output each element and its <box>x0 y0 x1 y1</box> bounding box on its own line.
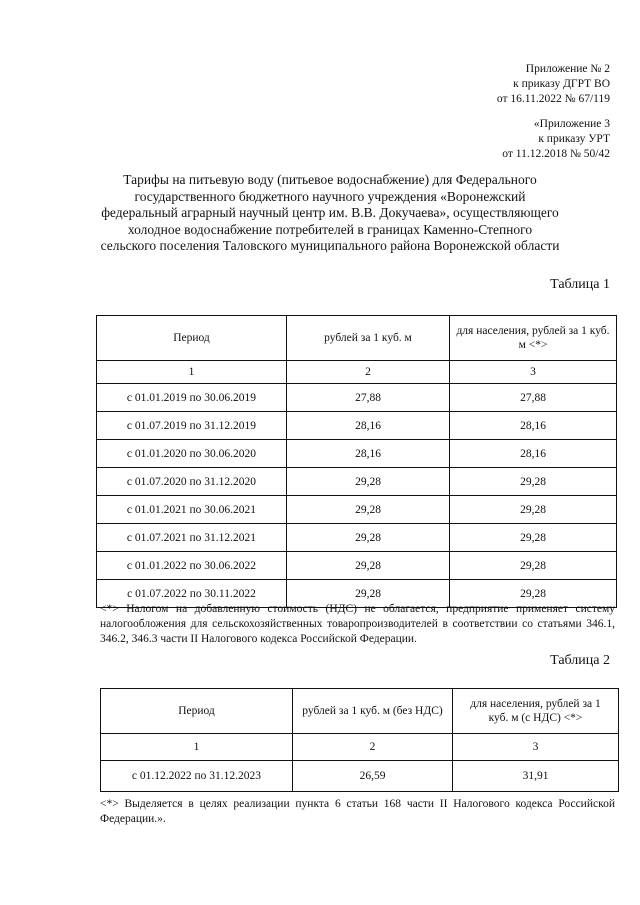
title-line: федеральный аграрный научный центр им. В.В. Докучаева», осуществляющего <box>101 205 559 220</box>
appendix-line: от 16.11.2022 № 67/119 <box>496 93 610 105</box>
period-cell: с 01.07.2021 по 31.12.2021 <box>97 524 287 552</box>
table1-caption: Таблица 1 <box>550 277 610 292</box>
period-cell: с 01.01.2020 по 30.06.2020 <box>97 440 287 468</box>
table-row <box>97 468 617 496</box>
table-row <box>97 412 617 440</box>
column-number: 3 <box>450 361 617 384</box>
population-rate-cell: 31,91 <box>453 761 619 792</box>
period-cell: с 01.12.2022 по 31.12.2023 <box>101 761 293 792</box>
rate-cell: 28,16 <box>287 412 450 440</box>
rate-cell: 26,59 <box>293 761 453 792</box>
rate-cell: 29,28 <box>287 496 450 524</box>
population-rate-cell: 27,88 <box>450 384 617 412</box>
appendix-line: Приложение № 2 <box>525 63 610 75</box>
population-rate-cell: 28,16 <box>450 412 617 440</box>
column-number: 2 <box>293 734 453 761</box>
appendix-line: от 11.12.2018 № 50/42 <box>502 148 610 160</box>
appendix-line: к приказу ДГРТ ВО <box>513 78 610 90</box>
population-rate-cell: 29,28 <box>450 468 617 496</box>
header-cell-population-rate: для населения, рублей за 1 куб. м <*> <box>450 316 617 361</box>
population-rate-cell: 29,28 <box>450 552 617 580</box>
appendix-line: «Приложение 3 <box>533 118 610 130</box>
period-cell: с 01.07.2020 по 31.12.2020 <box>97 468 287 496</box>
column-number-row <box>101 734 619 761</box>
table-row <box>97 440 617 468</box>
title-line: государственного бюджетного научного учреждения «Воронежский <box>134 188 526 204</box>
title-line: Тарифы на питьевую воду (питьевое водоснабжение) для Федерального <box>123 172 537 187</box>
population-rate-cell: 28,16 <box>450 440 617 468</box>
footnote-vat-allocation: <*> Выделяется в целях реализации пункта 6 статьи 168 части II Налогового кодекса Российской Федерации.». <box>100 798 615 825</box>
table-row <box>97 496 617 524</box>
header-cell-rate: рублей за 1 куб. м <box>287 316 450 361</box>
table2-caption: Таблица 2 <box>550 653 610 668</box>
column-number: 2 <box>287 361 450 384</box>
column-number: 1 <box>97 361 287 384</box>
appendix-reference-current <box>497 62 610 107</box>
tariff-table-1 <box>96 315 617 608</box>
period-cell: с 01.01.2022 по 30.06.2022 <box>97 552 287 580</box>
period-cell: с 01.01.2019 по 30.06.2019 <box>97 384 287 412</box>
table-row <box>101 761 619 792</box>
appendix-line: к приказу УРТ <box>538 133 610 145</box>
header-cell-population-rate-vat: для населения, рублей за 1 куб. м (с НДС) <*> <box>453 689 619 734</box>
period-cell: с 01.07.2022 по 30.11.2022 <box>97 580 287 608</box>
rate-cell: 27,88 <box>287 384 450 412</box>
title-line: сельского поселения Таловского муниципального района Воронежской области <box>100 238 560 253</box>
rate-cell: 29,28 <box>287 552 450 580</box>
column-number: 1 <box>101 734 293 761</box>
population-rate-cell: 29,28 <box>450 524 617 552</box>
header-cell-period: Период <box>101 689 293 734</box>
tariff-table-2 <box>100 688 619 792</box>
rate-cell: 28,16 <box>287 440 450 468</box>
appendix-reference-previous <box>502 117 610 162</box>
period-cell: с 01.01.2021 по 30.06.2021 <box>97 496 287 524</box>
rate-cell: 29,28 <box>287 580 450 608</box>
column-number: 3 <box>453 734 619 761</box>
footnote-vat-exemption: <*> Налогом на добавленную стоимость (НДС) не облагается, предприятие применяет систему налогообложения для сельскохозяйственных товаропроизводителей в соответствии со статьями 346.1, 346.2, 346.3 части II Налогового кодекса Российской Федерации. <box>100 603 615 645</box>
population-rate-cell: 29,28 <box>450 496 617 524</box>
header-cell-rate-no-vat: рублей за 1 куб. м (без НДС) <box>293 689 453 734</box>
table-header-row <box>97 316 617 361</box>
population-rate-cell: 29,28 <box>450 580 617 608</box>
rate-cell: 29,28 <box>287 468 450 496</box>
table-header-row <box>101 689 619 734</box>
table-row <box>97 552 617 580</box>
document-title <box>80 172 580 255</box>
table-row <box>97 524 617 552</box>
title-line: холодное водоснабжение потребителей в границах Каменно-Степного <box>127 221 533 237</box>
table-row <box>97 384 617 412</box>
column-number-row <box>97 361 617 384</box>
header-cell-period: Период <box>97 316 287 361</box>
rate-cell: 29,28 <box>287 524 450 552</box>
period-cell: с 01.07.2019 по 31.12.2019 <box>97 412 287 440</box>
